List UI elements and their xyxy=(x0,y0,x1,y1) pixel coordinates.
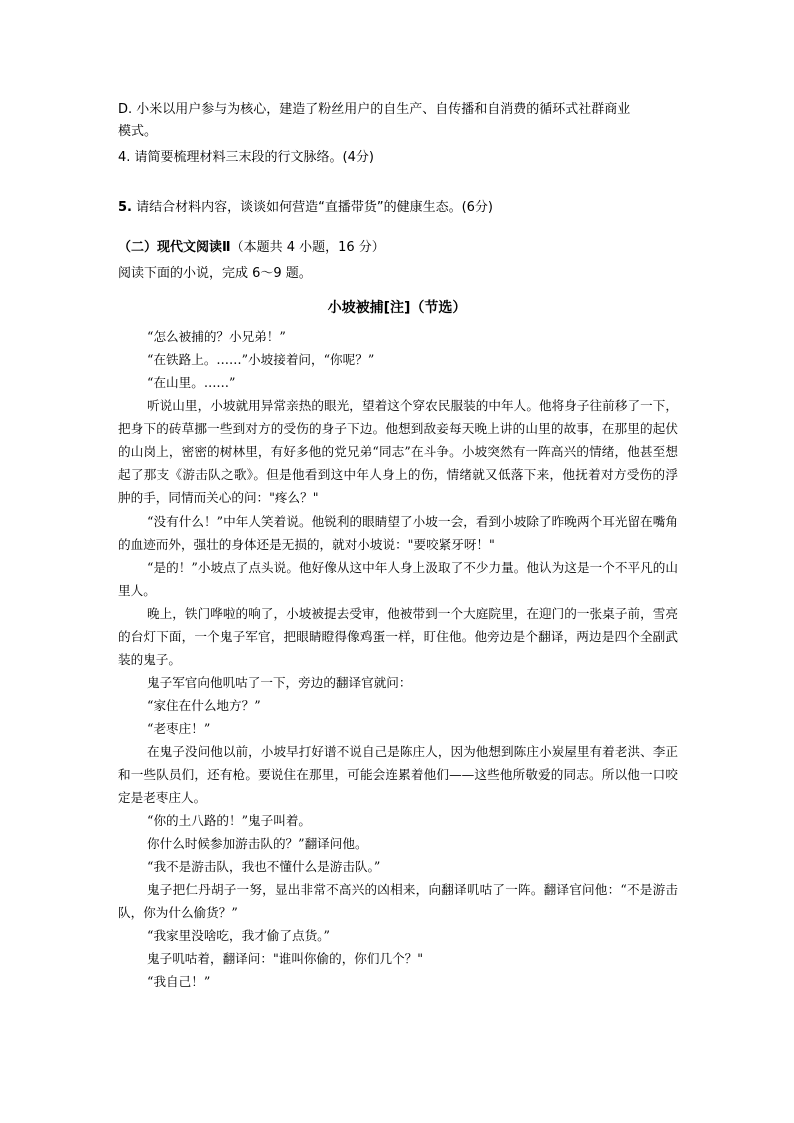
story-paragraph: 鬼子把仁丹胡子一努，显出非常不高兴的凶相来，向翻译叽咕了一阵。翻译官问他：“不是游击队，你为什么偷货？” xyxy=(118,882,678,921)
story-paragraph: “家住在什么地方？” xyxy=(147,698,261,713)
question-5 xyxy=(118,197,678,219)
section-heading-bold: （二）现代文阅读Ⅱ xyxy=(118,240,231,255)
story-paragraph: 在鬼子没问他以前，小坡早打好谱不说自己是陈庄人，因为他想到陈庄小炭屋里有着老洪、李正和一些队员们，还有枪。要说住在那里，可能会连累着他们——这些他所敬爱的同志。所以他一口咬定是老枣庄人。 xyxy=(118,744,678,806)
story-paragraph: 鬼子军官向他叽咕了一下，旁边的翻译官就问： xyxy=(147,675,412,690)
question-5-text: 请结合材料内容，谈谈如何营造“直播带货”的健康生态。(6分) xyxy=(131,200,494,215)
story-paragraph: “你的土八路的！”鬼子叫着。 xyxy=(147,813,312,828)
option-d-line1: D. 小米以用户参与为核心，建造了粉丝用户的自生产、自传播和自消费的循环式社群商业 xyxy=(118,102,631,117)
story-paragraph: “我不是游击队，我也不懂什么是游击队。” xyxy=(147,859,381,874)
question-5-number: 5. xyxy=(118,200,132,215)
option-d-line2: 模式。 xyxy=(118,124,158,139)
story-paragraph: “老枣庄！” xyxy=(147,721,211,736)
story-title: 小坡被捕[注]（节选） xyxy=(327,300,467,316)
story-paragraph: 你什么时候参加游击队的？”翻译问他。 xyxy=(147,836,368,851)
story-paragraph: 鬼子叽咕着，翻译问："谁叫你偷的，你们几个？" xyxy=(147,951,424,966)
question-4: 4. 请简要梳理材料三末段的行文脉络。(4分) xyxy=(118,150,374,165)
story-paragraph: “没有什么！”中年人笑着说。他锐利的眼睛望了小坡一会，看到小坡除了昨晚两个耳光留在嘴角的血迹而外，强壮的身体还是无损的，就对小坡说："要咬紧牙呀！" xyxy=(118,514,678,553)
section-heading xyxy=(118,237,678,259)
story-paragraph: “在山里。……” xyxy=(147,375,236,390)
story-paragraph: “我自己！” xyxy=(147,974,211,989)
story-paragraph: “在铁路上。……”小坡接着问，“你呢？” xyxy=(147,352,375,367)
reading-instruction: 阅读下面的小说，完成 6～9 题。 xyxy=(118,266,312,281)
section-heading-rest: （本题共 4 小题，16 分） xyxy=(230,240,385,255)
story-paragraph: “怎么被捕的？小兄弟！” xyxy=(147,329,286,344)
story-paragraph: “是的！”小坡点了点头说。他好像从这中年人身上汲取了不少力量。他认为这是一个不平凡的山里人。 xyxy=(118,560,678,599)
story-paragraph: “我家里没啥吃，我才偷了点货。” xyxy=(147,928,330,943)
story-paragraph: 听说山里，小坡就用异常亲热的眼光，望着这个穿农民服装的中年人。他将身子往前移了一下，把身下的砖草挪一些到对方的受伤的身子下边。他想到敌妾每天晚上讲的山里的故事，在那里的起伏的山岗上，密密的树林里，有好多他的党兄弟“同志”在斗争。小坡突然有一阵高兴的情绪，他甚至想起了那支《游击队之歌》。但是他看到这中年人身上的伤，情绪就又低落下来，他抚着对方受伤的浮肿的手，同情而关心的问："疼么？" xyxy=(118,398,678,506)
story-paragraph: 晚上，铁门哗啦的响了，小坡被提去受审，他被带到一个大庭院里，在迎门的一张桌子前，雪亮的台灯下面，一个鬼子军官，把眼睛瞪得像鸡蛋一样，盯住他。他旁边是个翻译，两边是四个全副武装的鬼子。 xyxy=(118,606,678,668)
